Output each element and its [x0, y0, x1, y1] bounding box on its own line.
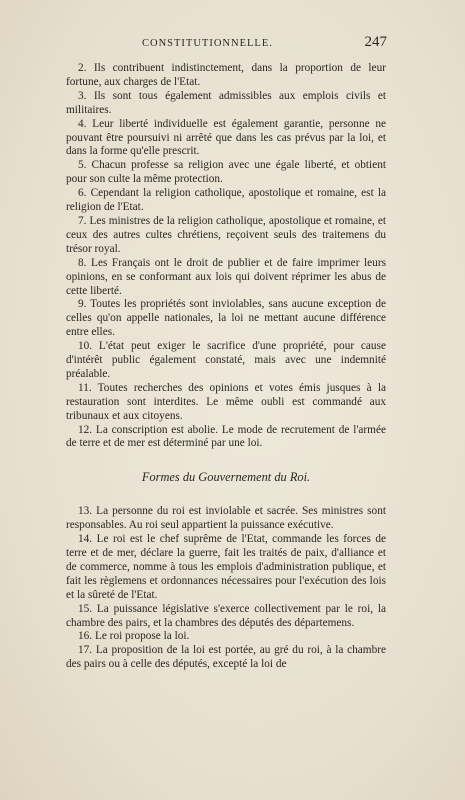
page-body — [66, 62, 386, 672]
article-9: 9. Toutes les propriétés sont inviolables, sans aucune exception de celles qu'on appelle nationales, la loi ne mettant aucune différence entre elles. — [66, 298, 386, 339]
article-11: 11. Toutes recherches des opinions et votes émis jusques à la restauration sont interdites. Le même oubli est commandé aux tribunaux et aux citoyens. — [66, 381, 386, 422]
article-10: 10. L'état peut exiger le sacrifice d'une propriété, pour cause d'intérêt public également constaté, mais avec une indemnité préalable. — [66, 340, 386, 380]
article-8: 8. Les Français ont le droit de publier et de faire imprimer leurs opinions, en se conformant aux lois qui doivent réprimer les abus de cette liberté. — [66, 256, 386, 297]
article-17: 17. La proposition de la loi est portée, au gré du roi, à la chambre des pairs ou à celle des députés, excepté la loi de — [66, 644, 386, 671]
article-4: 4. Leur liberté individuelle est également garantie, personne ne pouvant être poursuivi ni arrêté que dans les cas prévus par la loi, et dans la forme qu'elle prescrit. — [66, 117, 386, 158]
article-12: 12. La conscription est abolie. Le mode de recrutement de l'armée de terre et de mer est déterminé par une loi. — [66, 423, 386, 450]
article-7: 7. Les ministres de la religion catholique, apostolique et romaine, et ceux des autres cultes chrétiens, reçoivent seuls des traitemens du trésor royal. — [66, 214, 386, 255]
article-13: 13. La personne du roi est inviolable et sacrée. Ses ministres sont responsables. Au roi seul appartient la puissance exécutive. — [66, 505, 386, 532]
page-header — [70, 34, 387, 54]
article-6: 6. Cependant la religion catholique, apostolique et romaine, est la religion de l'Etat. — [66, 187, 386, 214]
article-15: 15. La puissance législative s'exerce collectivement par le roi, la chambre des pairs, et la chambres des députés des départemens. — [66, 602, 386, 629]
article-5: 5. Chacun professe sa religion avec une égale liberté, et obtient pour son culte la même protection. — [66, 159, 386, 186]
article-14: 14. Le roi est le chef suprême de l'Etat, commande les forces de terre et de mer, déclare la guerre, fait les traités de paix, d'alliance et de commerce, nomme à tous les emplois d'administration publique, et fait les règlemens et ordonnances nécessaires pour l'exécution des lois et la sûreté de l'Etat. — [66, 533, 386, 601]
article-16: 16. Le roi propose la loi. — [78, 630, 190, 643]
article-2: 2. Ils contribuent indistinctement, dans la proportion de leur fortune, aux charges de l'Etat. — [66, 62, 386, 88]
article-3: 3. Ils sont tous également admissibles aux emplois civils et militaires. — [66, 89, 386, 116]
running-title: CONSTITUTIONNELLE. — [142, 38, 273, 49]
section-title: Formes du Gouvernement du Roi. — [141, 470, 311, 485]
page-number: 247 — [364, 34, 387, 50]
